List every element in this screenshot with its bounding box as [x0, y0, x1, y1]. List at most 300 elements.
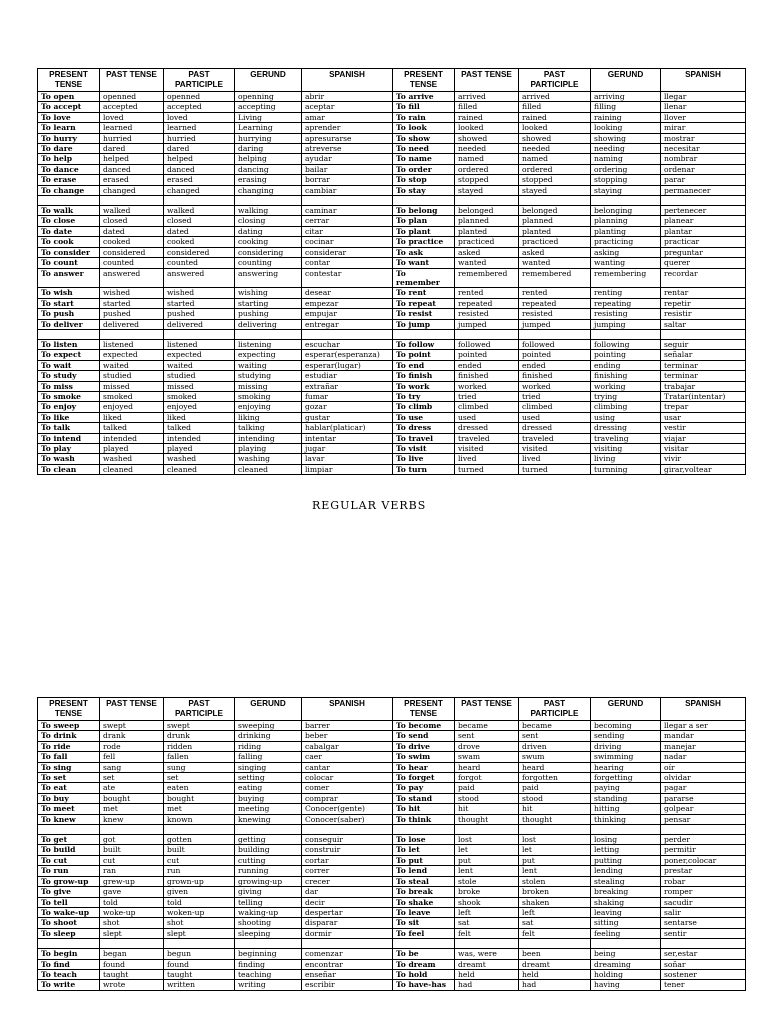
- cell-past-participle-2: thought: [519, 814, 591, 824]
- cell-gerund-2: losing: [591, 835, 661, 845]
- cell-past-tense-2: repeated: [455, 298, 519, 308]
- cell-spanish: construir: [302, 845, 393, 855]
- cell-past-participle-2: climbed: [519, 402, 591, 412]
- cell-spanish-2: mandar: [661, 731, 746, 741]
- cell-gerund: giving: [235, 887, 302, 897]
- cell-spanish-2: señalar: [661, 350, 746, 360]
- cell-present-tense: To date: [38, 226, 100, 236]
- verb-row: [38, 793, 746, 803]
- cell-past-participle: bought: [164, 793, 235, 803]
- cell-spanish: cabalgar: [302, 741, 393, 751]
- cell-present-tense-2: To resist: [393, 309, 455, 319]
- cell-spanish: caminar: [302, 206, 393, 216]
- cell-present-tense: To sing: [38, 762, 100, 772]
- cell-past-tense-2: held: [455, 969, 519, 979]
- cell-spanish-2: olvidar: [661, 773, 746, 783]
- cell-past-tense: pushed: [100, 309, 164, 319]
- cell-gerund-2: asking: [591, 247, 661, 257]
- cell-past-tense: wished: [100, 288, 164, 298]
- cell-present-tense-2: To point: [393, 350, 455, 360]
- cell-gerund-2: stealing: [591, 876, 661, 886]
- cell-past-tense-2: climbed: [455, 402, 519, 412]
- cell-spanish: jugar: [302, 444, 393, 454]
- cell-past-tense-2: stopped: [455, 175, 519, 185]
- cell-past-participle: wished: [164, 288, 235, 298]
- cell-gerund: falling: [235, 752, 302, 762]
- cell-past-participle-2: planted: [519, 226, 591, 236]
- cell-present-tense-2: To be: [393, 949, 455, 959]
- cell-past-participle-2: arrived: [519, 92, 591, 102]
- cell-gerund: counting: [235, 258, 302, 268]
- cell-present-tense-2: To pay: [393, 783, 455, 793]
- verb-row: [38, 835, 746, 845]
- cell-spanish-2: golpear: [661, 804, 746, 814]
- cell-past-tense-2: dressed: [455, 423, 519, 433]
- cell-spanish: colocar: [302, 773, 393, 783]
- header-present-tense-2: PRESENT TENSE: [393, 698, 455, 721]
- cell-past-tense: found: [100, 959, 164, 969]
- cell-present-tense-2: To use: [393, 412, 455, 422]
- cell-spanish: disparar: [302, 918, 393, 928]
- cell-present-tense-2: To turn: [393, 464, 455, 474]
- cell-past-tense-2: needed: [455, 144, 519, 154]
- verb-row: [38, 371, 746, 381]
- cell-past-tense-2: sent: [455, 731, 519, 741]
- cell-gerund-2: having: [591, 980, 661, 990]
- cell-past-participle-2: dreamt: [519, 959, 591, 969]
- irregular-verbs-table: [37, 697, 746, 991]
- cell-gerund-2: dreaming: [591, 959, 661, 969]
- cell-past-tense-2: drove: [455, 741, 519, 751]
- cell-past-participle-2: traveled: [519, 433, 591, 443]
- cell-past-participle: accepted: [164, 102, 235, 112]
- cell-past-tense-2: belonged: [455, 206, 519, 216]
- cell-past-tense: washed: [100, 454, 164, 464]
- cell-spanish-2: sostener: [661, 969, 746, 979]
- cell-present-tense-2: To follow: [393, 339, 455, 349]
- cell-present-tense: To enjoy: [38, 402, 100, 412]
- cell-past-tense-2: put: [455, 855, 519, 865]
- header-gerund-2: GERUND: [591, 69, 661, 92]
- cell-past-tense-2: heard: [455, 762, 519, 772]
- cell-spanish: extrañar: [302, 381, 393, 391]
- cell-gerund: getting: [235, 835, 302, 845]
- cell-gerund: closing: [235, 216, 302, 226]
- verb-row: [38, 319, 746, 329]
- cell-spanish-2: robar: [661, 876, 746, 886]
- cell-past-participle: sung: [164, 762, 235, 772]
- cell-gerund: building: [235, 845, 302, 855]
- verb-row: [38, 866, 746, 876]
- cell-gerund-2: visiting: [591, 444, 661, 454]
- cell-spanish-2: visitar: [661, 444, 746, 454]
- cell-past-tense: learned: [100, 123, 164, 133]
- cell-gerund: playing: [235, 444, 302, 454]
- cell-past-tense: changed: [100, 185, 164, 195]
- cell-present-tense-2: To name: [393, 154, 455, 164]
- regular-verbs-table: [37, 68, 746, 475]
- cell-spanish: desear: [302, 288, 393, 298]
- cell-spanish: hablar(platicar): [302, 423, 393, 433]
- cell-spanish-2: prestar: [661, 866, 746, 876]
- cell-past-tense: expected: [100, 350, 164, 360]
- cell-gerund: sweeping: [235, 721, 302, 731]
- cell-present-tense: To meet: [38, 804, 100, 814]
- cell-past-tense-2: lost: [455, 835, 519, 845]
- cell-present-tense-2: To stay: [393, 185, 455, 195]
- cell-present-tense: To miss: [38, 381, 100, 391]
- cell-present-tense: To count: [38, 258, 100, 268]
- cell-gerund-2: being: [591, 949, 661, 959]
- cell-past-tense: dared: [100, 144, 164, 154]
- cell-gerund-2: becoming: [591, 721, 661, 731]
- cell-past-participle: slept: [164, 928, 235, 938]
- cell-spanish: cerrar: [302, 216, 393, 226]
- cell-past-tense-2: filled: [455, 102, 519, 112]
- cell-past-tense-2: remembered: [455, 268, 519, 288]
- cell-past-participle: learned: [164, 123, 235, 133]
- empty-cell: [164, 196, 235, 206]
- verb-row: [38, 731, 746, 741]
- cell-past-participle-2: planned: [519, 216, 591, 226]
- cell-present-tense-2: To order: [393, 164, 455, 174]
- cell-past-participle-2: left: [519, 907, 591, 917]
- cell-past-participle: run: [164, 866, 235, 876]
- cell-present-tense-2: To try: [393, 391, 455, 401]
- verb-row: [38, 783, 746, 793]
- cell-past-participle: set: [164, 773, 235, 783]
- cell-past-tense-2: stayed: [455, 185, 519, 195]
- cell-spanish: decir: [302, 897, 393, 907]
- cell-past-tense: began: [100, 949, 164, 959]
- cell-present-tense-2: To steal: [393, 876, 455, 886]
- cell-past-participle-2: worked: [519, 381, 591, 391]
- cell-spanish: beber: [302, 731, 393, 741]
- cell-past-tense-2: hit: [455, 804, 519, 814]
- header-past-tense: PAST TENSE: [100, 698, 164, 721]
- cell-past-participle: enjoyed: [164, 402, 235, 412]
- cell-gerund: hurrying: [235, 133, 302, 143]
- verb-row: [38, 464, 746, 474]
- cell-past-participle: written: [164, 980, 235, 990]
- empty-cell: [38, 329, 100, 339]
- cell-past-tense-2: traveled: [455, 433, 519, 443]
- cell-gerund: missing: [235, 381, 302, 391]
- cell-past-participle: talked: [164, 423, 235, 433]
- cell-gerund-2: standing: [591, 793, 661, 803]
- verb-row: [38, 444, 746, 454]
- cell-spanish-2: manejar: [661, 741, 746, 751]
- cell-spanish: entregar: [302, 319, 393, 329]
- verb-row: [38, 402, 746, 412]
- cell-present-tense-2: To hold: [393, 969, 455, 979]
- empty-cell: [164, 329, 235, 339]
- cell-spanish: dar: [302, 887, 393, 897]
- cell-past-participle-2: filled: [519, 102, 591, 112]
- cell-gerund-2: sending: [591, 731, 661, 741]
- cell-past-participle: played: [164, 444, 235, 454]
- cell-spanish: bailar: [302, 164, 393, 174]
- cell-past-tense: cut: [100, 855, 164, 865]
- cell-spanish: escuchar: [302, 339, 393, 349]
- cell-present-tense-2: To let: [393, 845, 455, 855]
- cell-present-tense: To give: [38, 887, 100, 897]
- cell-past-tense-2: shook: [455, 897, 519, 907]
- cell-spanish: escribir: [302, 980, 393, 990]
- cell-gerund-2: resisting: [591, 309, 661, 319]
- cell-past-participle: shot: [164, 918, 235, 928]
- verb-row: [38, 112, 746, 122]
- cell-gerund: growing-up: [235, 876, 302, 886]
- cell-past-tense: knew: [100, 814, 164, 824]
- cell-past-participle-2: lived: [519, 454, 591, 464]
- cell-gerund-2: pointing: [591, 350, 661, 360]
- cell-gerund-2: planning: [591, 216, 661, 226]
- cell-present-tense: To smoke: [38, 391, 100, 401]
- empty-cell: [519, 939, 591, 949]
- verb-row: [38, 454, 746, 464]
- cell-spanish-2: planear: [661, 216, 746, 226]
- cell-past-tense-2: rented: [455, 288, 519, 298]
- cell-past-participle: danced: [164, 164, 235, 174]
- cell-spanish-2: usar: [661, 412, 746, 422]
- cell-present-tense: To play: [38, 444, 100, 454]
- cell-present-tense: To find: [38, 959, 100, 969]
- cell-past-participle: told: [164, 897, 235, 907]
- cell-spanish-2: oír: [661, 762, 746, 772]
- header-past-participle-2: PAST PARTICIPLE: [519, 69, 591, 92]
- cell-past-tense-2: planted: [455, 226, 519, 236]
- cell-present-tense: To sleep: [38, 928, 100, 938]
- cell-past-tense: taught: [100, 969, 164, 979]
- empty-cell: [164, 939, 235, 949]
- cell-past-tense: drank: [100, 731, 164, 741]
- empty-cell: [661, 825, 746, 835]
- cell-past-participle: washed: [164, 454, 235, 464]
- cell-past-tense: met: [100, 804, 164, 814]
- cell-past-participle: found: [164, 959, 235, 969]
- cell-spanish-2: seguir: [661, 339, 746, 349]
- cell-present-tense-2: To plant: [393, 226, 455, 236]
- cell-past-tense: listened: [100, 339, 164, 349]
- verb-row: [38, 959, 746, 969]
- cell-spanish: conseguir: [302, 835, 393, 845]
- cell-present-tense-2: To plan: [393, 216, 455, 226]
- cell-past-participle-2: felt: [519, 928, 591, 938]
- cell-present-tense-2: To lend: [393, 866, 455, 876]
- cell-present-tense-2: To have-has: [393, 980, 455, 990]
- cell-past-participle-2: ordered: [519, 164, 591, 174]
- empty-cell: [591, 329, 661, 339]
- cell-past-participle: openned: [164, 92, 235, 102]
- verb-row: [38, 887, 746, 897]
- empty-cell: [100, 825, 164, 835]
- header-spanish: SPANISH: [302, 698, 393, 721]
- spacer-row: [38, 825, 746, 835]
- cell-past-participle: cut: [164, 855, 235, 865]
- cell-past-tense-2: worked: [455, 381, 519, 391]
- empty-cell: [302, 196, 393, 206]
- cell-past-tense: closed: [100, 216, 164, 226]
- cell-present-tense: To cook: [38, 237, 100, 247]
- cell-spanish-2: preguntar: [661, 247, 746, 257]
- cell-present-tense-2: To end: [393, 360, 455, 370]
- cell-past-tense: woke-up: [100, 907, 164, 917]
- cell-gerund-2: swimming: [591, 752, 661, 762]
- spacer-row: [38, 939, 746, 949]
- cell-gerund: teaching: [235, 969, 302, 979]
- cell-past-tense: openned: [100, 92, 164, 102]
- cell-gerund: sleeping: [235, 928, 302, 938]
- empty-cell: [164, 825, 235, 835]
- cell-past-participle-2: put: [519, 855, 591, 865]
- cell-spanish-2: terminar: [661, 371, 746, 381]
- verb-row: [38, 928, 746, 938]
- cell-past-participle: delivered: [164, 319, 235, 329]
- cell-past-participle-2: forgotten: [519, 773, 591, 783]
- cell-gerund: washing: [235, 454, 302, 464]
- cell-past-tense: shot: [100, 918, 164, 928]
- cell-spanish-2: llegar a ser: [661, 721, 746, 731]
- verb-row: [38, 298, 746, 308]
- cell-gerund: telling: [235, 897, 302, 907]
- cell-present-tense: To teach: [38, 969, 100, 979]
- empty-cell: [393, 939, 455, 949]
- cell-spanish-2: saltar: [661, 319, 746, 329]
- verb-row: [38, 949, 746, 959]
- verb-row: [38, 102, 746, 112]
- verb-row: [38, 237, 746, 247]
- cell-past-tense: accepted: [100, 102, 164, 112]
- cell-spanish-2: tener: [661, 980, 746, 990]
- cell-past-participle: considered: [164, 247, 235, 257]
- cell-spanish-2: llenar: [661, 102, 746, 112]
- cell-present-tense-2: To lose: [393, 835, 455, 845]
- cell-gerund-2: hitting: [591, 804, 661, 814]
- cell-present-tense: To run: [38, 866, 100, 876]
- cell-present-tense-2: To hit: [393, 804, 455, 814]
- cell-gerund-2: raining: [591, 112, 661, 122]
- cell-spanish: comenzar: [302, 949, 393, 959]
- cell-past-participle: grown-up: [164, 876, 235, 886]
- cell-spanish: esperar(esperanza): [302, 350, 393, 360]
- cell-present-tense: To accept: [38, 102, 100, 112]
- cell-present-tense-2: To sit: [393, 918, 455, 928]
- cell-past-participle-2: used: [519, 412, 591, 422]
- cell-past-participle-2: lent: [519, 866, 591, 876]
- cell-gerund-2: turnning: [591, 464, 661, 474]
- cell-past-participle-2: ended: [519, 360, 591, 370]
- cell-past-tense-2: planned: [455, 216, 519, 226]
- cell-spanish: dormir: [302, 928, 393, 938]
- cell-past-participle-2: remembered: [519, 268, 591, 288]
- cell-spanish-2: pararse: [661, 793, 746, 803]
- verb-row: [38, 423, 746, 433]
- verb-row: [38, 762, 746, 772]
- cell-spanish: esperar(lugar): [302, 360, 393, 370]
- cell-past-participle-2: dressed: [519, 423, 591, 433]
- cell-past-tense: considered: [100, 247, 164, 257]
- cell-gerund: finding: [235, 959, 302, 969]
- cell-gerund-2: thinking: [591, 814, 661, 824]
- verb-row: [38, 206, 746, 216]
- cell-past-participle-2: followed: [519, 339, 591, 349]
- cell-gerund: talking: [235, 423, 302, 433]
- header-present-tense: PRESENT TENSE: [38, 698, 100, 721]
- verb-row: [38, 980, 746, 990]
- cell-past-participle: taught: [164, 969, 235, 979]
- header-past-tense-2: PAST TENSE: [455, 698, 519, 721]
- cell-past-tense: slept: [100, 928, 164, 938]
- cell-gerund: shooting: [235, 918, 302, 928]
- cell-past-tense-2: ordered: [455, 164, 519, 174]
- cell-present-tense-2: To fill: [393, 102, 455, 112]
- verb-row: [38, 907, 746, 917]
- cell-spanish-2: vivir: [661, 454, 746, 464]
- cell-gerund: pushing: [235, 309, 302, 319]
- cell-past-participle: erased: [164, 175, 235, 185]
- cell-gerund: cutting: [235, 855, 302, 865]
- cell-spanish-2: llegar: [661, 92, 746, 102]
- cell-present-tense: To push: [38, 309, 100, 319]
- verb-row: [38, 92, 746, 102]
- cell-gerund-2: trying: [591, 391, 661, 401]
- cell-present-tense-2: To think: [393, 814, 455, 824]
- cell-past-participle-2: repeated: [519, 298, 591, 308]
- cell-gerund-2: paying: [591, 783, 661, 793]
- cell-present-tense-2: To repeat: [393, 298, 455, 308]
- cell-gerund-2: feeling: [591, 928, 661, 938]
- empty-cell: [235, 196, 302, 206]
- cell-present-tense: To like: [38, 412, 100, 422]
- cell-past-participle: swept: [164, 721, 235, 731]
- cell-present-tense: To buy: [38, 793, 100, 803]
- verb-row: [38, 133, 746, 143]
- cell-past-tense-2: let: [455, 845, 519, 855]
- cell-past-tense-2: felt: [455, 928, 519, 938]
- verb-row: [38, 412, 746, 422]
- cell-gerund: dancing: [235, 164, 302, 174]
- empty-cell: [393, 825, 455, 835]
- cell-gerund-2: using: [591, 412, 661, 422]
- cell-gerund-2: hearing: [591, 762, 661, 772]
- cell-spanish: contestar: [302, 268, 393, 288]
- cell-gerund: drinking: [235, 731, 302, 741]
- cell-spanish-2: recordar: [661, 268, 746, 288]
- cell-gerund: beginning: [235, 949, 302, 959]
- empty-cell: [393, 196, 455, 206]
- cell-spanish: comer: [302, 783, 393, 793]
- cell-past-participle: pushed: [164, 309, 235, 319]
- cell-past-tense: hurried: [100, 133, 164, 143]
- cell-present-tense: To consider: [38, 247, 100, 257]
- verb-row: [38, 814, 746, 824]
- verb-row: [38, 360, 746, 370]
- cell-spanish-2: poner,colocar: [661, 855, 746, 865]
- empty-cell: [519, 329, 591, 339]
- cell-past-tense: fell: [100, 752, 164, 762]
- cell-spanish-2: resistir: [661, 309, 746, 319]
- cell-gerund: changing: [235, 185, 302, 195]
- cell-present-tense: To deliver: [38, 319, 100, 329]
- cell-present-tense: To hurry: [38, 133, 100, 143]
- cell-past-tense: grew-up: [100, 876, 164, 886]
- cell-spanish-2: practicar: [661, 237, 746, 247]
- cell-present-tense: To get: [38, 835, 100, 845]
- cell-spanish: considerar: [302, 247, 393, 257]
- cell-gerund: enjoying: [235, 402, 302, 412]
- cell-spanish: contar: [302, 258, 393, 268]
